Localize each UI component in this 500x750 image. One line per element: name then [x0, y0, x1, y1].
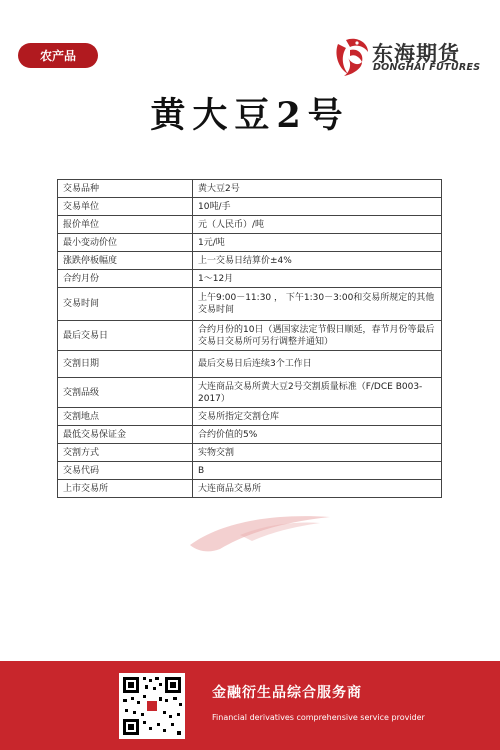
row-value: 最后交易日后连续3个工作日 [193, 351, 442, 378]
red-dragon-logo-icon [332, 34, 372, 78]
logo-english-text: DONGHAI FUTURES [373, 62, 481, 73]
logo-chinese-text: 东海期货 [372, 41, 460, 66]
row-label: 交割日期 [58, 351, 193, 378]
row-label: 上市交易所 [58, 480, 193, 498]
row-label: 交易时间 [58, 288, 193, 321]
table-row [58, 408, 442, 426]
row-label: 交易单位 [58, 198, 193, 216]
row-label: 最小变动价位 [58, 234, 193, 252]
row-value: 10吨/手 [193, 198, 442, 216]
table-row [58, 480, 442, 498]
footer-slogan-english: Financial derivatives comprehensive service provider [212, 713, 425, 722]
table-row [58, 252, 442, 270]
row-label: 交易品种 [58, 180, 193, 198]
category-badge: 农产品 [18, 43, 98, 68]
row-value: 元（人民币）/吨 [193, 216, 442, 234]
table-row [58, 234, 442, 252]
table-row [58, 351, 442, 378]
row-label: 最低交易保证金 [58, 426, 193, 444]
row-label: 交割地点 [58, 408, 193, 426]
row-label: 交易代码 [58, 462, 193, 480]
table-row [58, 198, 442, 216]
footer-banner [0, 661, 500, 750]
row-label: 最后交易日 [58, 321, 193, 351]
table-row [58, 462, 442, 480]
row-label: 交割品级 [58, 378, 193, 408]
table-row [58, 216, 442, 234]
page-title: 黄大豆2号 [150, 95, 350, 136]
row-label: 交割方式 [58, 444, 193, 462]
contract-spec-table [57, 179, 442, 498]
table-row [58, 444, 442, 462]
row-value: 1元/吨 [193, 234, 442, 252]
table-row [58, 270, 442, 288]
row-value: 实物交割 [193, 444, 442, 462]
table-row [58, 321, 442, 351]
row-value: B [193, 462, 442, 480]
row-label: 涨跌停板幅度 [58, 252, 193, 270]
row-value: 上一交易日结算价±4% [193, 252, 442, 270]
row-value: 大连商品交易所黄大豆2号交割质量标准（F/DCE B003-2017） [193, 378, 442, 408]
row-value: 合约月份的10日（遇国家法定节假日顺延，春节月份等最后交易日交易所可另行调整并通知） [193, 321, 442, 351]
row-value: 合约价值的5% [193, 426, 442, 444]
company-logo[interactable] [332, 34, 482, 78]
qr-code-icon[interactable] [119, 673, 185, 739]
row-label: 合约月份 [58, 270, 193, 288]
table-row [58, 378, 442, 408]
row-value: 上午9:00－11:30 ， 下午1:30－3:00和交易所规定的其他交易时间 [193, 288, 442, 321]
table-row [58, 288, 442, 321]
row-label: 报价单位 [58, 216, 193, 234]
row-value: 1～12月 [193, 270, 442, 288]
row-value: 大连商品交易所 [193, 480, 442, 498]
footer-slogan-chinese: 金融衍生品综合服务商 [212, 685, 362, 701]
table-row [58, 180, 442, 198]
watermark-swoosh-icon [180, 505, 340, 555]
row-value: 交易所指定交割仓库 [193, 408, 442, 426]
table-row [58, 426, 442, 444]
row-value: 黄大豆2号 [193, 180, 442, 198]
